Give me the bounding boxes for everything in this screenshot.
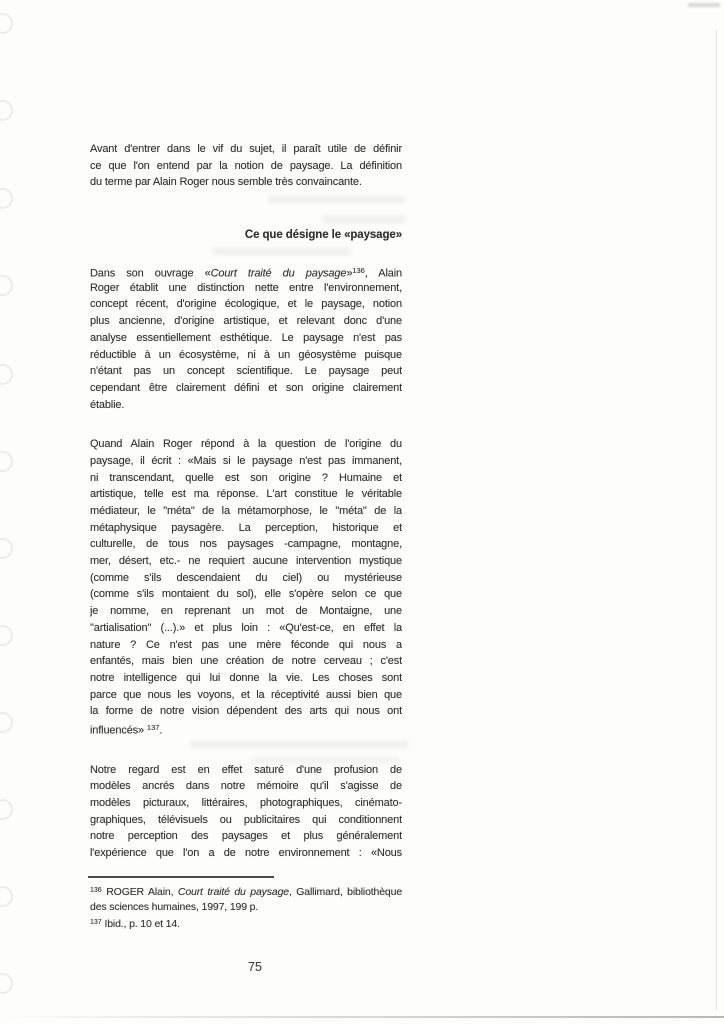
binder-hole	[0, 275, 13, 296]
text-line: analyse essentiellement esthétique. Le paysage n'est pas	[90, 331, 402, 344]
text-line: notre intelligence qui lui donne la vie. Les choses sont	[90, 671, 402, 684]
text-line: je nomme, en reprenant un mot de Montaigne, une	[90, 605, 402, 618]
text-line: l'expérience que l'on a de notre environnement : «Nous	[90, 847, 402, 860]
text-line: établie.	[90, 398, 125, 411]
text-line: artistique, telle est ma réponse. L'art constitue le véritable	[90, 488, 402, 501]
text-line: des sciences humaines, 1997, 199 p.	[90, 900, 259, 913]
footnote-separator	[88, 876, 274, 878]
paragraph-definition	[90, 263, 402, 413]
text-line: réductible à un écosystème, ni à un géosystème puisque	[90, 348, 402, 361]
text-line: concept récent, d'origine écologique, et le paysage, notion	[90, 298, 402, 311]
text-line: Avant d'entrer dans le vif du sujet, il paraît utile de définir	[90, 143, 402, 155]
text-line: (comme s'ils montaient du sol), elle s'opère selon ce que	[90, 588, 402, 601]
binder-hole	[0, 451, 13, 472]
text-line: culturelle, de tous nos paysages -campagne, montagne,	[90, 538, 402, 551]
footnote-marker: 136	[90, 886, 102, 894]
footnote-marker: 137	[90, 918, 102, 926]
scan-edge-line-right	[716, 30, 717, 1010]
paragraph-quote-origin	[90, 436, 402, 736]
text-line: $^{136}$ ROGER Alain, Court traité du paysage, Gallimard, bibliothèque	[90, 885, 402, 898]
binder-hole	[0, 886, 13, 907]
text-line: la forme de notre vision dépendent des arts qui nous ont	[90, 705, 402, 718]
text-column	[90, 141, 402, 931]
binder-hole	[0, 538, 13, 559]
text-line: parce que nous les voyons, et la réceptivité aussi bien que	[90, 688, 402, 701]
text-line: médiateur, le "méta" de la métamorphose, le "méta" de la	[90, 505, 402, 517]
footnote-marker: 136	[352, 266, 365, 276]
text-line: n'étant pas un concept scientifique. Le paysage peut	[90, 365, 402, 378]
text-line: influencés» $^{137}$.	[90, 722, 163, 737]
scan-smudge-top-right	[688, 3, 720, 7]
text-line: modèles ancrés dans notre mémoire qu'il s'agisse de	[90, 780, 402, 793]
text-line: (comme s'ils descendaient du ciel) ou mystérieuse	[90, 571, 402, 584]
text-line: graphiques, télévisuels ou publicitaires qui conditionnent	[90, 813, 402, 826]
text-line: plus ancienne, d'origine artistique, et relevant donc d'une	[90, 315, 402, 328]
text-line: enfantés, mais bien une création de notre cerveau ; c'est	[90, 655, 402, 668]
text-line: métaphysique paysagère. La perception, historique et	[90, 521, 402, 534]
scan-edge-line-bottom	[0, 1016, 724, 1018]
binder-hole	[0, 364, 13, 385]
binder-hole	[0, 625, 13, 646]
text-line: du terme par Alain Roger nous semble très convaincante.	[90, 176, 362, 189]
binder-hole	[0, 188, 13, 209]
text-line: notre perception des paysages et plus généralement	[90, 830, 402, 843]
italic-text: Court traité du paysage	[177, 885, 289, 898]
text-line: Quand Alain Roger répond à la question de l'origine du	[90, 438, 402, 451]
page-number: 75	[248, 960, 262, 974]
text-line: nature ? Ce n'est pas une mère féconde qui nous a	[90, 638, 402, 651]
italic-text: Court traité du paysage	[210, 267, 347, 280]
text-line: ce que l'on entend par la notion de paysage. La définition	[90, 159, 402, 172]
text-line: ni transcendant, quelle est son origine ? Humaine et	[90, 471, 402, 484]
intro-paragraph	[90, 141, 402, 191]
binder-hole	[0, 973, 13, 994]
text-line: mer, désert, etc.- ne requiert aucune intervention mystique	[90, 555, 402, 568]
binder-hole	[0, 100, 13, 121]
binder-hole	[0, 712, 13, 733]
binder-hole	[0, 799, 13, 820]
footnotes	[90, 883, 402, 931]
text-line: paysage, il écrit : «Mais si le paysage n'est pas immanent,	[90, 454, 402, 467]
text-line: Dans son ouvrage «Court traité du paysage»$^{136}$, Alain	[90, 266, 402, 280]
binder-hole	[0, 13, 13, 34]
text-line: "artialisation" (...).» et plus loin : «Qu'est-ce, en effet la	[90, 621, 402, 634]
footnote-marker: 137	[146, 722, 160, 732]
text-line: Notre regard est en effet saturé d'une profusion de	[90, 763, 402, 776]
text-line: modèles picturaux, littéraires, photographiques, cinémato-	[90, 797, 402, 809]
text-line: $^{137}$ Ibid., p. 10 et 14.	[90, 917, 180, 930]
section-heading: Ce que désigne le «paysage»	[244, 229, 402, 242]
text-line: Roger établit une distinction nette entre l'environnement,	[90, 281, 402, 294]
paragraph-models	[90, 762, 402, 862]
text-line: cependant être clairement défini et son origine clairement	[90, 381, 402, 394]
